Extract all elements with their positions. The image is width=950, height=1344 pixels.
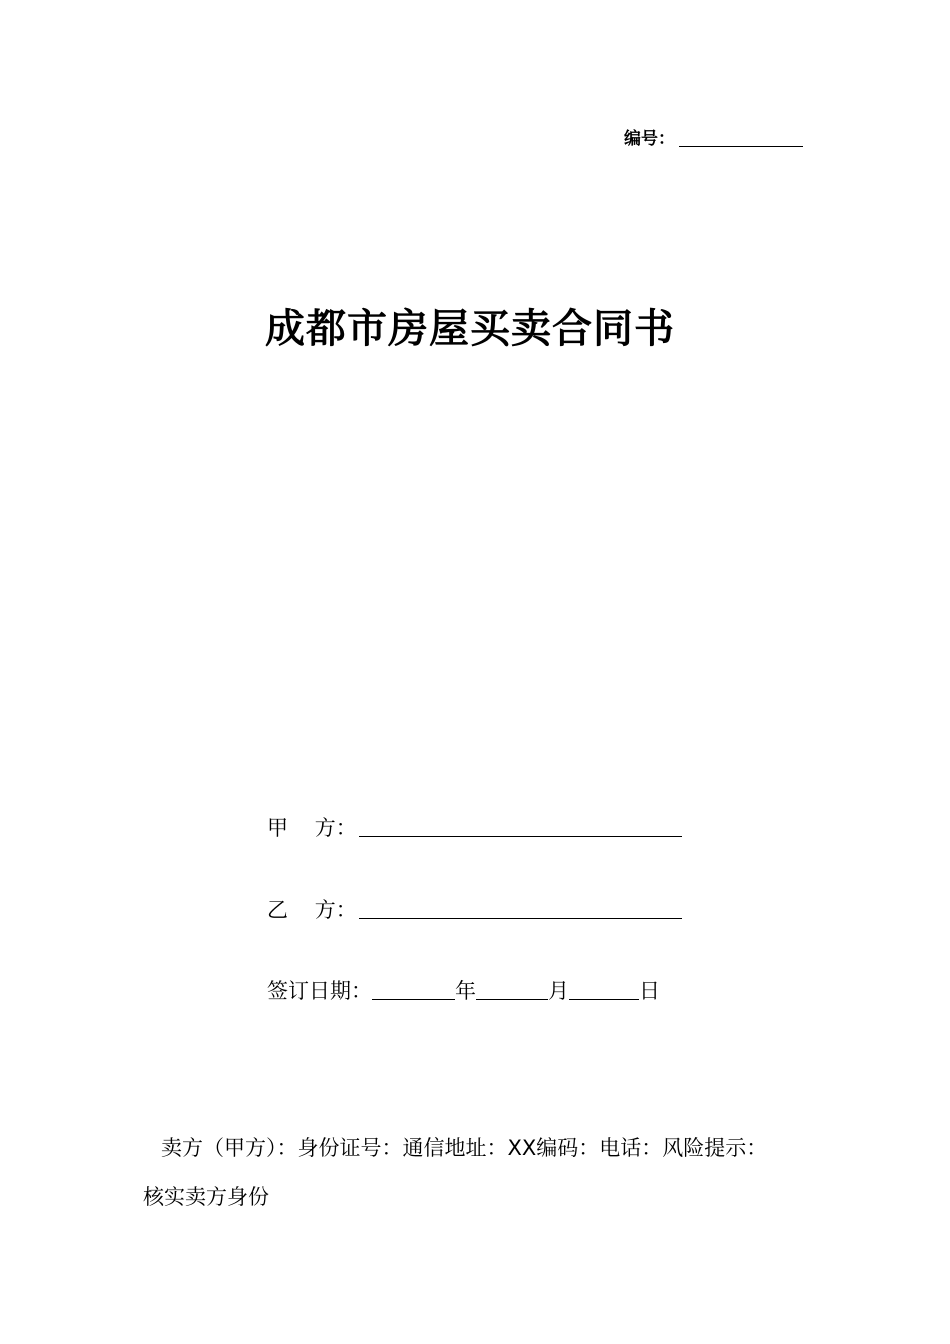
serial-number-field [624, 124, 803, 150]
serial-number-blank [679, 145, 803, 147]
document-title: 成都市房屋买卖合同书 [265, 305, 675, 352]
party-a-row [267, 812, 682, 842]
month-blank [476, 998, 548, 1000]
seller-info-line-2: 核实卖方身份 [143, 1185, 269, 1209]
month-label: 月 [548, 979, 569, 1003]
party-b-row [267, 894, 682, 924]
signing-date-label: 签订日期： [267, 979, 372, 1003]
serial-number-label: 编号： [624, 129, 675, 149]
seller-info-line-1: 卖方（甲方）：身份证号：通信地址：XX编码：电话：风险提示： [161, 1136, 768, 1160]
year-label: 年 [455, 979, 476, 1003]
party-b-blank [359, 917, 682, 919]
day-blank [569, 998, 639, 1000]
day-label: 日 [639, 979, 660, 1003]
party-b-label: 乙 方： [267, 898, 357, 922]
signing-date-row [267, 975, 660, 1005]
party-a-blank [359, 835, 682, 837]
year-blank [372, 998, 455, 1000]
seller-info-paragraph [143, 1124, 833, 1222]
party-a-label: 甲 方： [267, 816, 357, 840]
